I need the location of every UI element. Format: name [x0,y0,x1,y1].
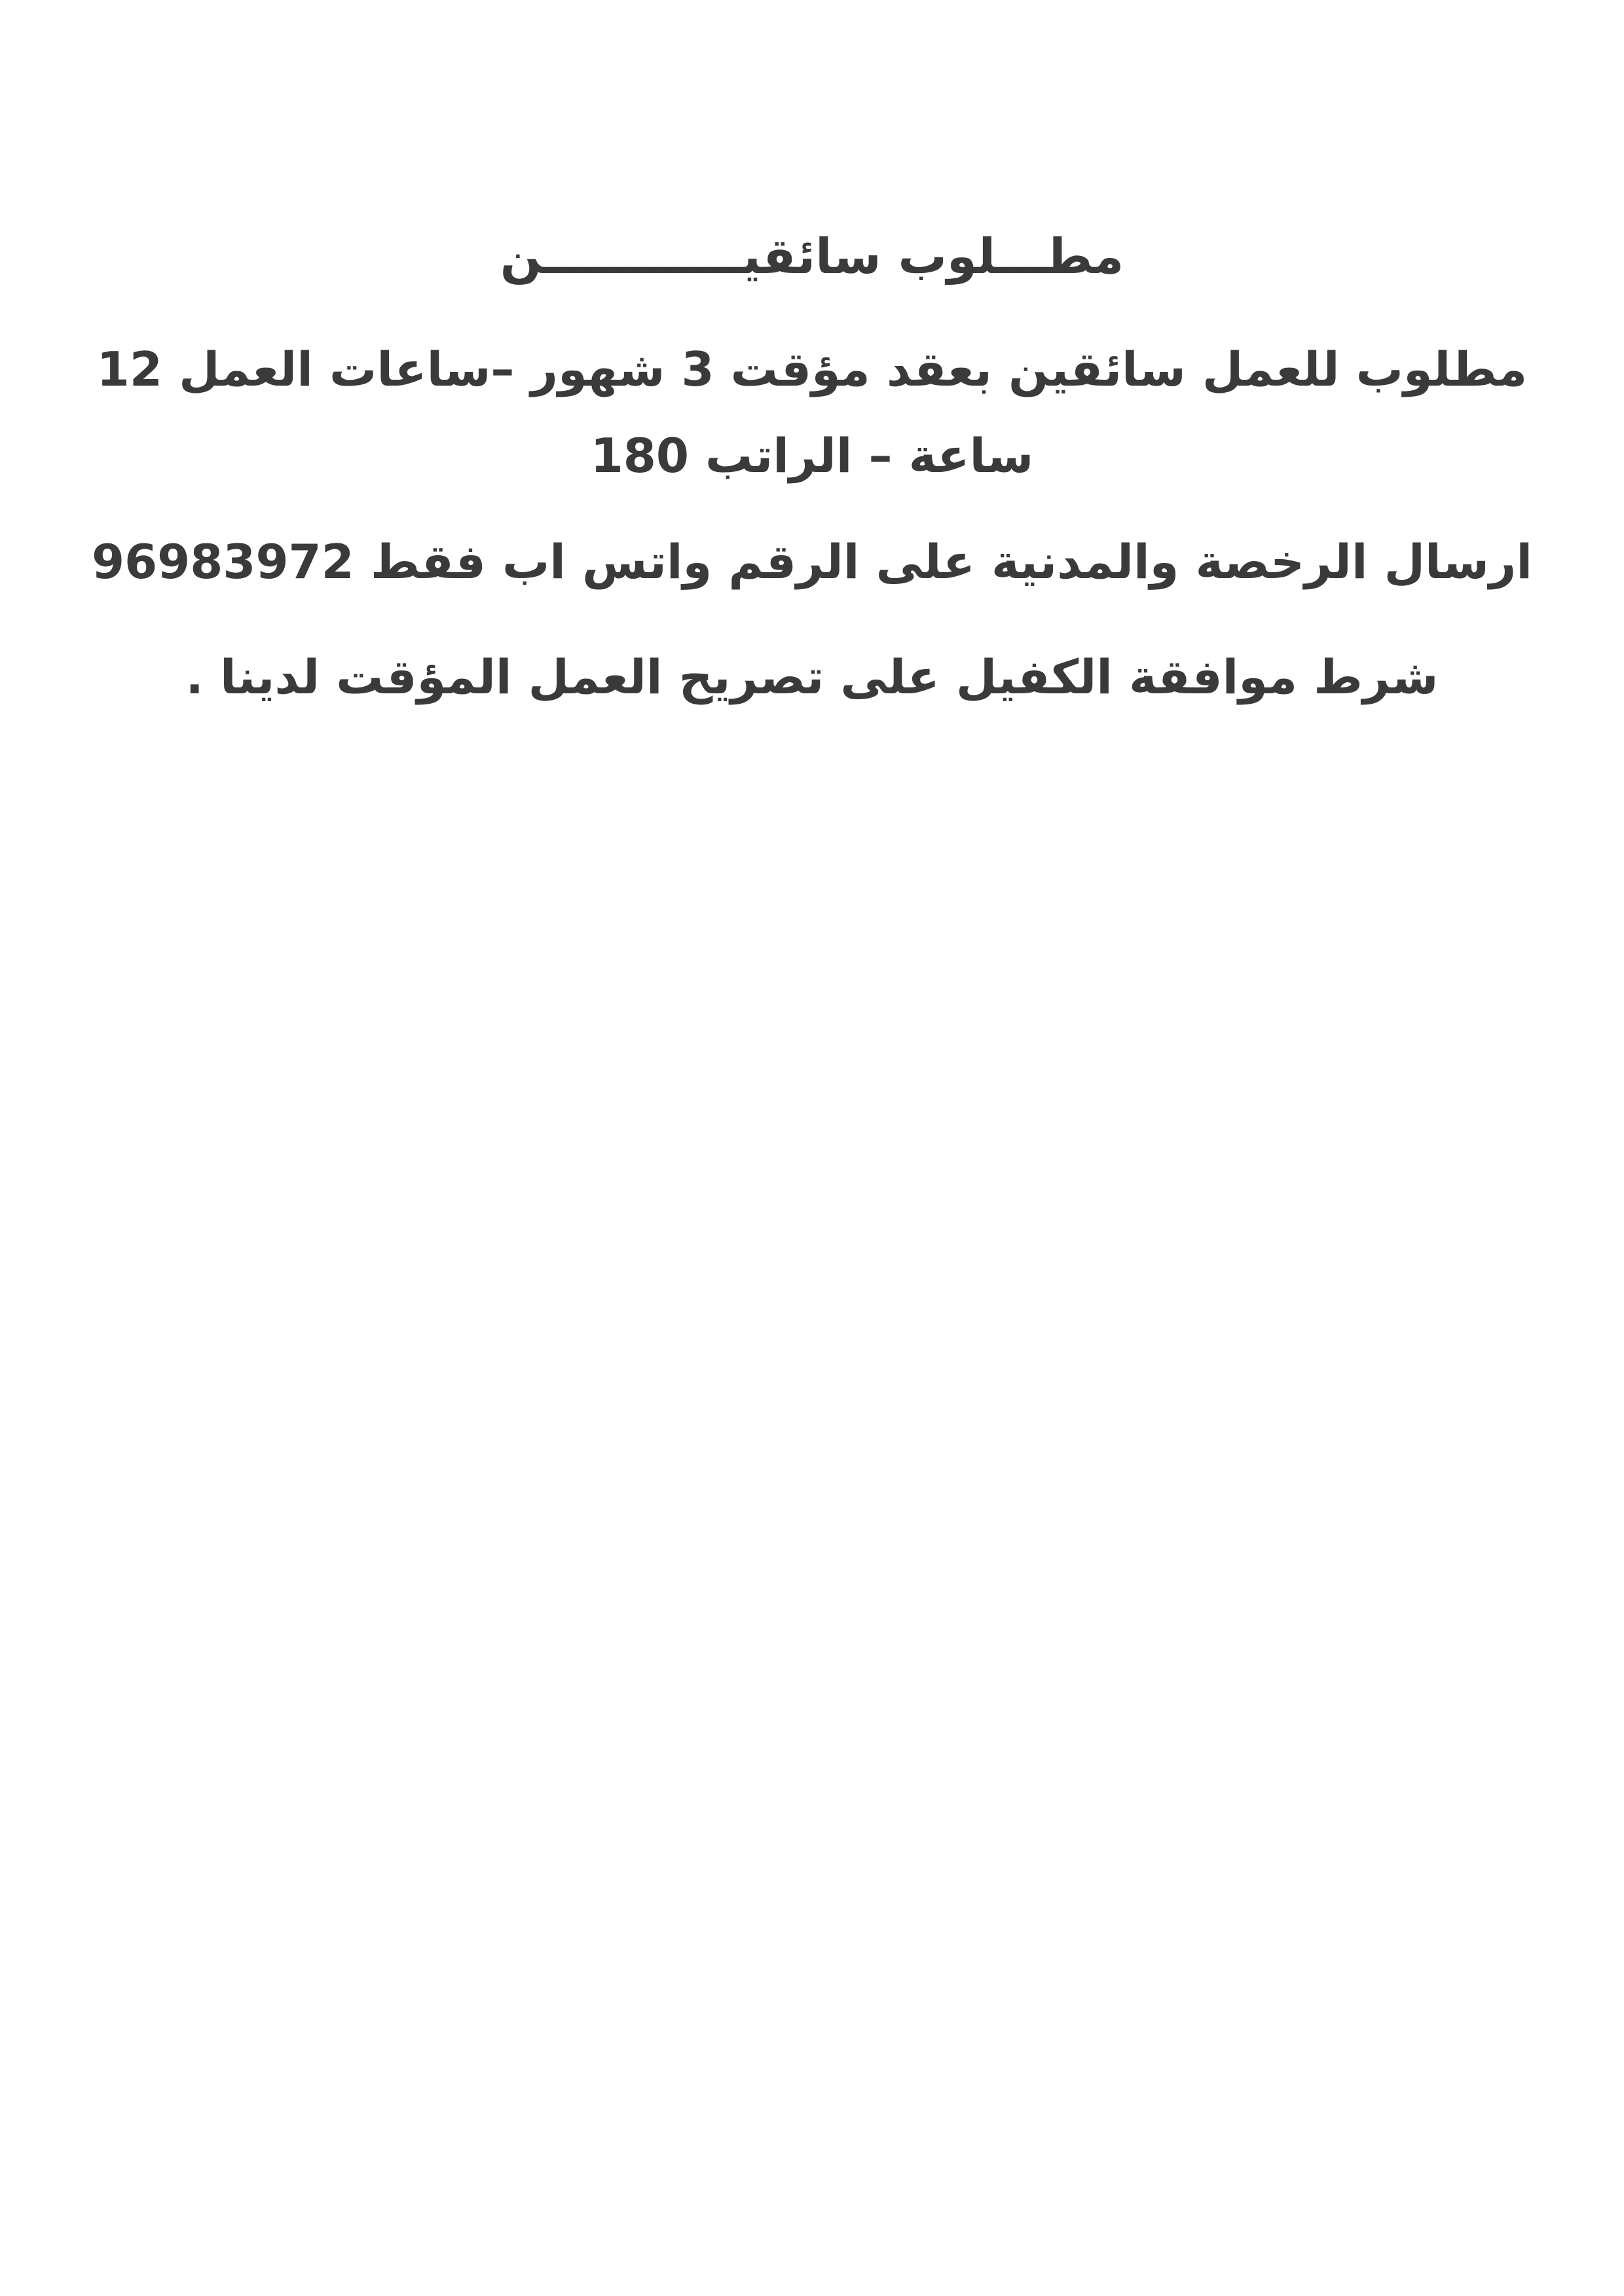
sponsor-condition: شرط موافقة الكفيل على تصريح العمل المؤقت لدينا . [185,649,1439,704]
document-title: مطـــلوب سائقيــــــــــــن [500,228,1124,285]
job-description-line-1: مطلوب للعمل سائقين بعقد مؤقت 3 شهور –ساعات العمل 12 [96,342,1528,397]
job-description-line-2: ساعة – الراتب 180 [590,428,1034,483]
application-instructions: ارسال الرخصة والمدنية على الرقم واتس اب فقط 96983972 [91,534,1533,589]
